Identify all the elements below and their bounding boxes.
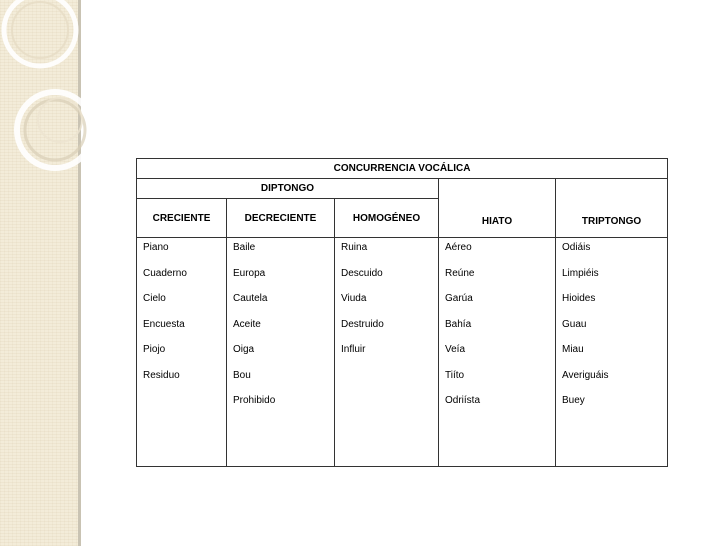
list-item: Europa: [233, 267, 266, 279]
diptongo-header: DIPTONGO: [137, 179, 439, 199]
decreciente-column: [227, 238, 335, 467]
list-item: Viuda: [341, 293, 367, 304]
list-item: Destruido: [341, 318, 384, 330]
homogeneo-column: [335, 238, 439, 467]
list-item: Descuido: [341, 267, 383, 279]
hiato-column: [439, 238, 556, 467]
list-item: Cautela: [233, 293, 268, 304]
list-item: Garúa: [445, 293, 473, 304]
list-item: Aceite: [233, 318, 261, 330]
list-item: Cuaderno: [143, 267, 187, 279]
list-item: Tiíto: [445, 369, 465, 381]
list-item: Baile: [233, 242, 256, 253]
list-item: Miau: [562, 344, 584, 355]
list-item: Averiguáis: [562, 369, 609, 381]
hiato-header: HIATO: [439, 179, 556, 238]
list-item: Influir: [341, 344, 366, 355]
list-item: Cielo: [143, 293, 166, 304]
list-item: Bahía: [445, 318, 472, 330]
homogeneo-header: HOMOGÉNEO: [335, 199, 439, 238]
list-item: Guau: [562, 318, 587, 330]
list-item: Encuesta: [143, 318, 185, 330]
list-item: Reúne: [445, 267, 475, 279]
list-item: Buey: [562, 395, 585, 406]
table-title: CONCURRENCIA VOCÁLICA: [137, 159, 668, 179]
list-item: Hioides: [562, 293, 596, 304]
list-item: Aéreo: [445, 242, 472, 253]
list-item: Prohibido: [233, 395, 276, 406]
list-item: Piojo: [143, 344, 166, 355]
list-item: Veía: [445, 344, 466, 355]
list-item: Piano: [143, 242, 169, 253]
vowel-concurrence-table: [136, 158, 668, 467]
list-item: Bou: [233, 369, 251, 381]
triptongo-header: TRIPTONGO: [556, 179, 668, 238]
creciente-header: CRECIENTE: [137, 199, 227, 238]
list-item: Odiáis: [562, 242, 591, 253]
list-item: Limpiéis: [562, 267, 599, 279]
triptongo-column: [556, 238, 668, 467]
decreciente-header: DECRECIENTE: [227, 199, 335, 238]
decorative-rings: [0, 0, 100, 220]
list-item: Oiga: [233, 344, 255, 355]
list-item: Residuo: [143, 369, 180, 381]
creciente-column: [137, 238, 227, 467]
list-item: Odriísta: [445, 395, 481, 406]
list-item: Ruina: [341, 242, 368, 253]
